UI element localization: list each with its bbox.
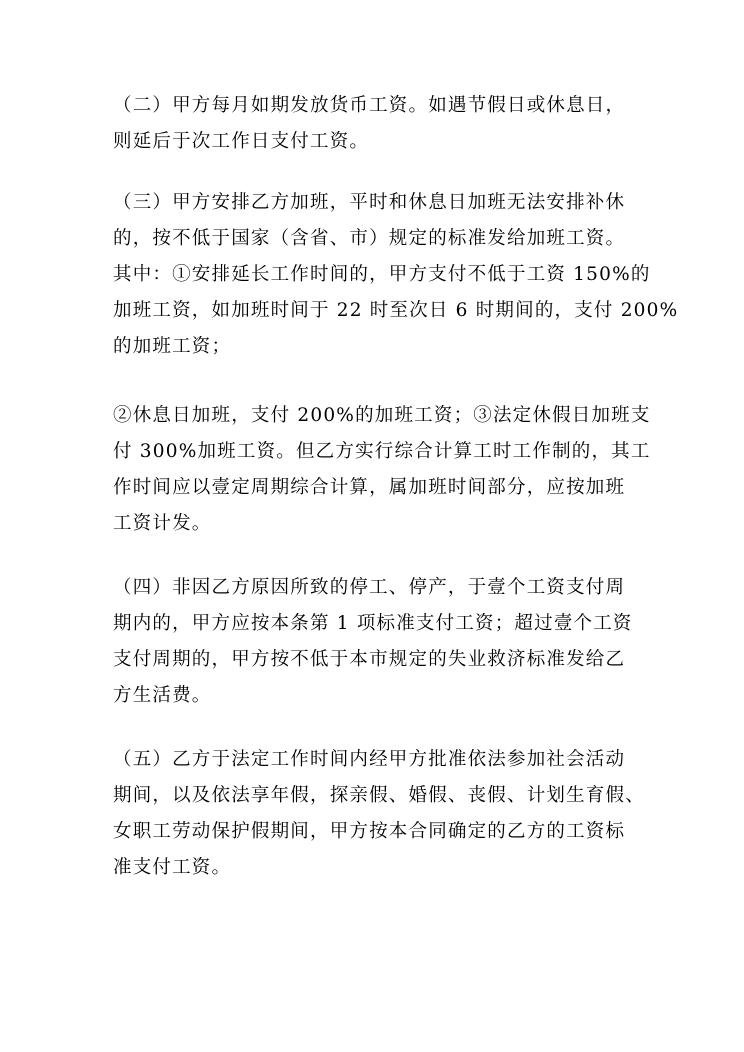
paragraph-3-continued [113, 398, 651, 542]
text-line: 作时间应以壹定周期综合计算，属加班时间部分，应按加班 [113, 477, 626, 498]
text-line: 则延后于次工作日支付工资。 [113, 131, 370, 152]
paragraph-4-work-stoppage [113, 570, 643, 714]
text-line: 期间，以及依法享年假，探亲假、婚假、丧假、计划生育假、 [113, 785, 645, 806]
text-line: 期内的，甲方应按本条第 1 项标准支付工资；超过壹个工资 [113, 613, 633, 634]
paragraph-2-payment-date [113, 88, 643, 160]
text-line: 准支付工资。 [113, 857, 232, 878]
text-line: 的加班工资； [113, 336, 232, 357]
paragraph-5-leave-pay [113, 742, 643, 886]
text-line: 女职工劳动保护假期间，甲方按本合同确定的乙方的工资标 [113, 821, 626, 842]
text-line: 工资计发。 [113, 513, 212, 534]
text-line: 的，按不低于国家（含省、市）规定的标准发给加班工资。 [113, 228, 626, 249]
text-line: 付 300%加班工资。但乙方实行综合计算工时工作制的，其工 [113, 441, 651, 462]
paragraph-3-overtime [113, 185, 679, 365]
text-line: （二）甲方每月如期发放货币工资。如遇节假日或休息日， [113, 95, 626, 116]
text-line: 支付周期的，甲方按不低于本市规定的失业救济标准发给乙 [113, 649, 626, 670]
text-line: 加班工资，如加班时间于 22 时至次日 6 时期间的，支付 200% [113, 300, 679, 321]
text-line: 其中：①安排延长工作时间的，甲方支付不低于工资 150%的 [113, 264, 651, 285]
text-line: 方生活费。 [113, 685, 212, 706]
text-line: （三）甲方安排乙方加班，平时和休息日加班无法安排补休 [113, 192, 626, 213]
text-line: （五）乙方于法定工作时间内经甲方批准依法参加社会活动 [113, 749, 626, 770]
text-line: ②休息日加班，支付 200%的加班工资；③法定休假日加班支 [113, 405, 651, 426]
text-line: （四）非因乙方原因所致的停工、停产，于壹个工资支付周 [113, 577, 626, 598]
